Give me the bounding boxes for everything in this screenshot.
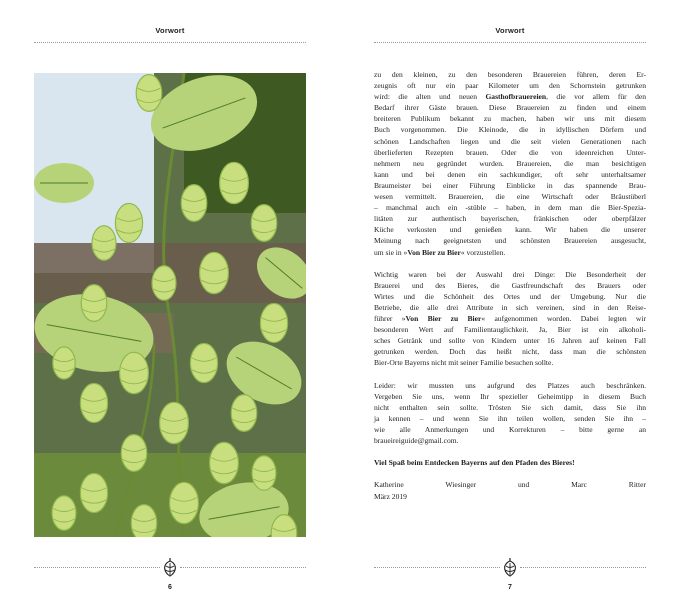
hop-cone — [160, 402, 189, 443]
hop-cone — [190, 343, 217, 382]
hop-cone — [260, 303, 287, 342]
bold-text: Gasthofbrauereien — [485, 92, 547, 102]
text-run: Wichtig waren bei der Auswahl drei Dinge: Die Besonderheit der — [374, 269, 646, 279]
text-line — [374, 113, 646, 124]
text-line — [374, 158, 646, 169]
text-line — [374, 180, 646, 191]
text-run: überlieferten Rezepten brauen. Oder die von ideenreichen Unter- — [374, 147, 646, 157]
hop-cone — [251, 205, 277, 242]
foreword-body-text — [374, 69, 646, 513]
text-line — [374, 335, 646, 346]
text-line — [374, 324, 646, 335]
hop-cone — [170, 482, 199, 523]
text-line — [374, 479, 646, 490]
text-run: , die vor allem für den — [546, 92, 646, 102]
hop-cone — [131, 505, 157, 537]
running-head-left: Vorwort — [155, 26, 185, 35]
hop-cone — [81, 285, 107, 322]
text-run: Brauerei und des Bieres, die Gastfreundschaft des Brauers oder — [374, 280, 646, 290]
text-run: Katherine Wiesinger und Marc Ritter — [374, 480, 646, 490]
footer-divider-left-a — [34, 567, 160, 568]
text-run: zeugnis oft nur ein paar Kilometer um den Schornstein getrunken — [374, 81, 646, 91]
text-run: Betriebe, die alle drei Attribute in sich vereinen, sind in den Reise- — [374, 302, 646, 312]
text-line — [374, 191, 646, 202]
hop-cone — [80, 473, 107, 512]
text-run: besonderen Wert auf Familientauglichkeit. Ja, Bier ist ein alkoholi- — [374, 325, 646, 335]
paragraph — [374, 380, 646, 447]
text-line — [374, 280, 646, 291]
bold-text: Viel Spaß beim Entdecken Bayerns auf den Pfaden des Bieres! — [374, 458, 575, 468]
text-run: wird: die alten und neuen — [374, 92, 486, 102]
text-line — [374, 413, 646, 424]
right-page — [340, 0, 680, 609]
text-line — [374, 457, 646, 468]
text-line — [374, 247, 646, 258]
bold-text: Von Bier zu Bier — [407, 247, 461, 257]
text-run: ja kennen – und wenn Sie ihn teilen wollen, senden Sie ihn – — [374, 413, 646, 423]
hop-cone — [152, 266, 176, 301]
hop-cone — [231, 395, 257, 432]
text-run: Bedarf ihrer Gäste brauen. Diese Brauereien zu finden und einem — [374, 103, 646, 113]
text-run: Meinung nach geeignetsten und schönsten Brauereien ausgesucht, — [374, 236, 646, 246]
hop-cone — [120, 352, 149, 393]
footer-divider-right-a — [374, 567, 500, 568]
text-run: Leider: wir mussten uns aufgrund des Platzes auch beschränken. — [374, 380, 646, 390]
page-number-right: 7 — [508, 584, 512, 591]
text-run: schönen Landschaften liegen und die seit vielen Generationen nach — [374, 136, 646, 146]
text-line — [374, 291, 646, 302]
hop-cone — [210, 442, 239, 483]
text-run: litäten zur authentisch bayerischen, fränkischen oder oberpfälzer — [374, 214, 646, 224]
text-run: kann und bei denen ein sachkundiger, oft sehr unterhaltsamer — [374, 169, 646, 179]
text-line — [374, 136, 646, 147]
text-run: Buch vorgenommen. Die Kleinode, die in idyllischen Dörfern und — [374, 125, 646, 135]
text-line — [374, 313, 646, 324]
text-line — [374, 302, 646, 313]
hop-cone — [115, 203, 142, 242]
text-run: März 2019 — [374, 491, 407, 501]
hop-cone-icon — [501, 557, 519, 577]
text-run: Küche verkosten und genießen kann. Wir haben die unserer — [374, 225, 646, 235]
text-line — [374, 491, 646, 502]
text-run: « aufgenommen worden. Dabei legten wir — [481, 314, 646, 324]
text-run: Vergeben Sie uns, wenn Ihr spezieller Geheimtipp in diesem Buch — [374, 391, 646, 401]
text-run: Braumeister bei einer Führung Einblicke in das spannende Brau- — [374, 180, 646, 190]
text-line — [374, 80, 646, 91]
paragraph — [374, 269, 646, 369]
footer-divider-left-b — [180, 567, 306, 568]
text-run: wie alle Anmerkungen und Korrekturen – bitte gerne an — [374, 425, 646, 434]
hop-cone — [200, 252, 229, 293]
text-run: breiteren Publikum bekannt zu machen, haben wir uns mit diesem — [374, 114, 646, 124]
text-line — [374, 357, 646, 368]
text-run: Wirtes und die Schönheit des Ortes und der Umgebung. Nur die — [374, 291, 646, 301]
text-run: führer » — [374, 314, 406, 324]
paragraph — [374, 479, 646, 501]
text-run: nicht enthalten sein sollte. Trösten Sie sich damit, dass Sie ihn — [374, 402, 646, 412]
header-divider-left — [34, 42, 306, 43]
paragraph — [374, 69, 646, 258]
text-line — [374, 380, 646, 391]
text-run: getrunken werden. Doch das heißt nicht, dass man die schönsten — [374, 347, 646, 357]
text-run: um sie in » — [374, 247, 408, 257]
text-line — [374, 91, 646, 102]
text-line — [374, 235, 646, 246]
hop-cone — [181, 185, 207, 222]
text-line — [374, 202, 646, 213]
text-run: « vorzustellen. — [460, 247, 506, 257]
text-run: Bier-Orte Bayerns nicht mit seiner Familie besuchen sollte. — [374, 358, 554, 368]
running-head-right: Vorwort — [495, 26, 525, 35]
text-line — [374, 402, 646, 413]
hop-vine-illustration — [34, 73, 306, 537]
hop-cone — [52, 496, 76, 531]
hop-cone — [252, 456, 276, 491]
text-line — [374, 224, 646, 235]
text-line — [374, 391, 646, 402]
hop-cone — [92, 226, 116, 261]
hop-cone-icon — [161, 557, 179, 577]
text-line — [374, 169, 646, 180]
paragraph — [374, 457, 646, 468]
text-run: nehmern neu gegründet wurden. Brauereien, die man besichtigen — [374, 158, 646, 168]
text-run: – manchmal auch ein -stüble – haben, in dem man die Bier-Spezia- — [374, 203, 646, 213]
text-line — [374, 69, 646, 80]
text-run: sches Getränk und sollte von Kindern unter 16 Jahren auf keinen Fall — [374, 336, 646, 346]
hop-vine-photo — [34, 73, 306, 537]
text-line — [374, 346, 646, 357]
hop-cone — [80, 383, 107, 422]
bold-text: Von Bier zu Bier — [405, 314, 482, 324]
text-line — [374, 435, 646, 446]
text-line — [374, 424, 646, 435]
text-run: zu den kleinen, zu den besonderen Brauereien führen, deren Er- — [374, 70, 646, 79]
hop-cone — [121, 435, 147, 472]
text-line — [374, 124, 646, 135]
hop-cone — [220, 162, 249, 203]
hop-cone — [53, 347, 75, 379]
text-line — [374, 269, 646, 280]
text-line — [374, 147, 646, 158]
text-line — [374, 102, 646, 113]
text-line — [374, 213, 646, 224]
text-run: braueireiguide@gmail.com. — [374, 436, 459, 446]
footer-divider-right-b — [520, 567, 646, 568]
header-divider-right — [374, 42, 646, 43]
page-number-left: 6 — [168, 584, 172, 591]
hop-cone — [136, 75, 162, 112]
text-run: wesen vermittelt. Brauereien, die eine Wirtschaft oder Bräustüberl — [374, 192, 646, 202]
